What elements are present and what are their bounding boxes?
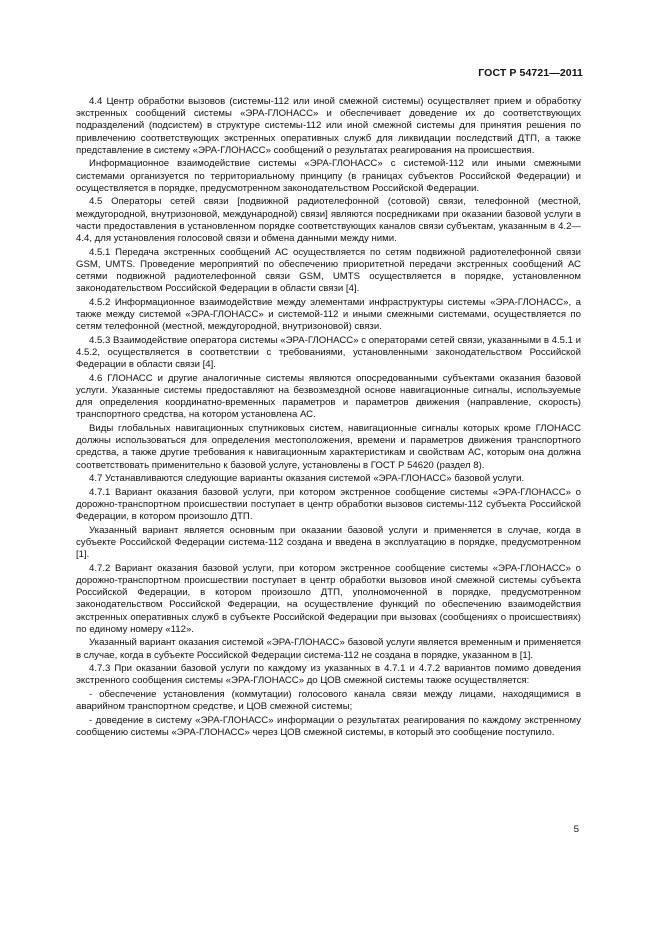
document-body: [76, 96, 581, 741]
paragraph-gnss-types: Виды глобальных навигационных спутниковых систем, навигационные сигналы которых кроме ГЛОНАСС должны использоваться для определения местоположения, времени и параметров движения транспортного средства, а также другие требования к навигационным характеристикам и свойствам АС, которым она должна соответствовать применительно к базовой услуге, установлены в ГОСТ Р 54620 (раздел 8).: [76, 423, 581, 471]
paragraph-info-interaction: Информационное взаимодействие системы «ЭРА-ГЛОНАСС» с системой-112 или иными смежными системами организуется по территориальному принципу (в границах субъектов Российской Федерации) и осуществляется в порядке, предусмотренном законодательством Российской Федерации.: [76, 158, 581, 194]
paragraph-4-7-3: 4.7.3 При оказании базовой услуги по каждому из указанных в 4.7.1 и 4.7.2 вариантов помимо доведения экстренного сообщения системы «ЭРА-ГЛОНАСС» до ЦОВ смежной системы также осуществляется:: [76, 663, 581, 687]
paragraph-4-7-2: 4.7.2 Вариант оказания базовой услуги, при котором экстренное сообщение системы «ЭРА-ГЛОНАСС» о дорожно-транспортном происшествии поступает в центр обработки вызовов иной смежной системы субъекта Российской Федерации, в котором произошло ДТП, уполномоченной в порядке, предусмотренном законодательством Российской Федерации, на осуществление функций по обеспечению взаимодействия экстренных оперативных служб в субъекте Российской Федерации при вызовах (сообщениях о происшествиях) по единому номеру «112».: [76, 562, 581, 635]
paragraph-4-5-1: 4.5.1 Передача экстренных сообщений АС осуществляется по сетям подвижной радиотелефонной связи GSM, UMTS. Проведение мероприятий по обеспечению приоритетной передачи экстренных сообщений АС сетями подвижной радиотелефонной связи GSM, UMTS осуществляется в порядке, установленном законодательством Российской Федерации в области связи [4].: [76, 246, 581, 295]
list-item-response-info: - доведение в систему «ЭРА-ГЛОНАСС» информации о результатах реагирования по каждому экстренному сообщению системы «ЭРА-ГЛОНАСС» через ЦОВ смежной системы, в который это сообщение поступило.: [76, 714, 581, 739]
paragraph-4-6: 4.6 ГЛОНАСС и другие аналогичные системы являются опосредованными субъектами оказания базовой услуги. Указанные системы предоставляют на безвозмездной основе навигационные сигналы, используемые для определения координатно-временных параметров и параметров движения (направление, скорость) транспортного средства, на котором установлена АС.: [76, 372, 581, 421]
list-item-voice-channel: - обеспечение установления (коммутации) голосового канала связи между лицами, находящимися в аварийном транспортном средстве, и ЦОВ смежной системы;: [76, 689, 581, 713]
paragraph-4-5-3: 4.5.3 Взаимодействие оператора системы «ЭРА-ГЛОНАСС» с операторами сетей связи, указанными в 4.5.1 и 4.5.2, осуществляется в соответствии с требованиями, установленными законодательством Российской Федерации в области связи [4].: [76, 334, 581, 371]
paragraph-4-7: 4.7 Устанавливаются следующие варианты оказания системой «ЭРА-ГЛОНАСС» базовой услуги.: [89, 473, 525, 485]
paragraph-4-5-2: 4.5.2 Информационное взаимодействие между элементами инфраструктуры системы «ЭРА-ГЛОНАСС», а также между системой «ЭРА-ГЛОНАСС» и системой-112 и иными смежными системами, осуществляется по сетям телефонной (местной, междугородной, внутризоновой) связи.: [76, 296, 581, 333]
page-number: 5: [573, 824, 579, 835]
paragraph-4-5: 4.5 Операторы сетей связи [подвижной радиотелефонной (сотовой) связи, телефонной (местной, междугородной, внутризоновой, международной) связи] являются посредниками при оказании базовой услуги в части предоставления в установленном порядке соответствующих каналов связи субъектам, указанным в 4.2—4.4, для установления голосовой связи и обмена данными между ними.: [76, 196, 581, 245]
paragraph-variant-main: Указанный вариант является основным при оказании базовой услуги и применяется в случае, когда в субъекте Российской Федерации система-112 создана и введена в эксплуатацию в порядке, предусмотренном [1].: [76, 524, 581, 561]
paragraph-variant-temporary: Указанный вариант оказания системой «ЭРА-ГЛОНАСС» базовой услуги является временным и применяется в случае, когда в субъекте Российской Федерации система-112 не создана в порядке, указанном в [1].: [76, 637, 581, 661]
standard-header: ГОСТ Р 54721—2011: [478, 67, 583, 79]
paragraph-4-4: 4.4 Центр обработки вызовов (системы-112 или иной смежной системы) осуществляет прием и обработку экстренных сообщений системы «ЭРА-ГЛОНАСС» и обеспечивает доведение их до соответствующих подразделений (подсистем) в структуре системы-112 или иной смежной системы для принятия решения по привлечению соответствующих экстренных оперативных служб для ликвидации последствий ДТП, а также представление в систему «ЭРА-ГЛОНАСС» сообщений о результатах реагирования на происшествия.: [76, 96, 581, 156]
paragraph-4-7-1: 4.7.1 Вариант оказания базовой услуги, при котором экстренное сообщение системы «ЭРА-ГЛОНАСС» о дорожно-транспортном происшествии поступает в центр обработки вызовов системы-112 субъекта Российской Федерации, в котором произошло ДТП.: [76, 486, 581, 523]
